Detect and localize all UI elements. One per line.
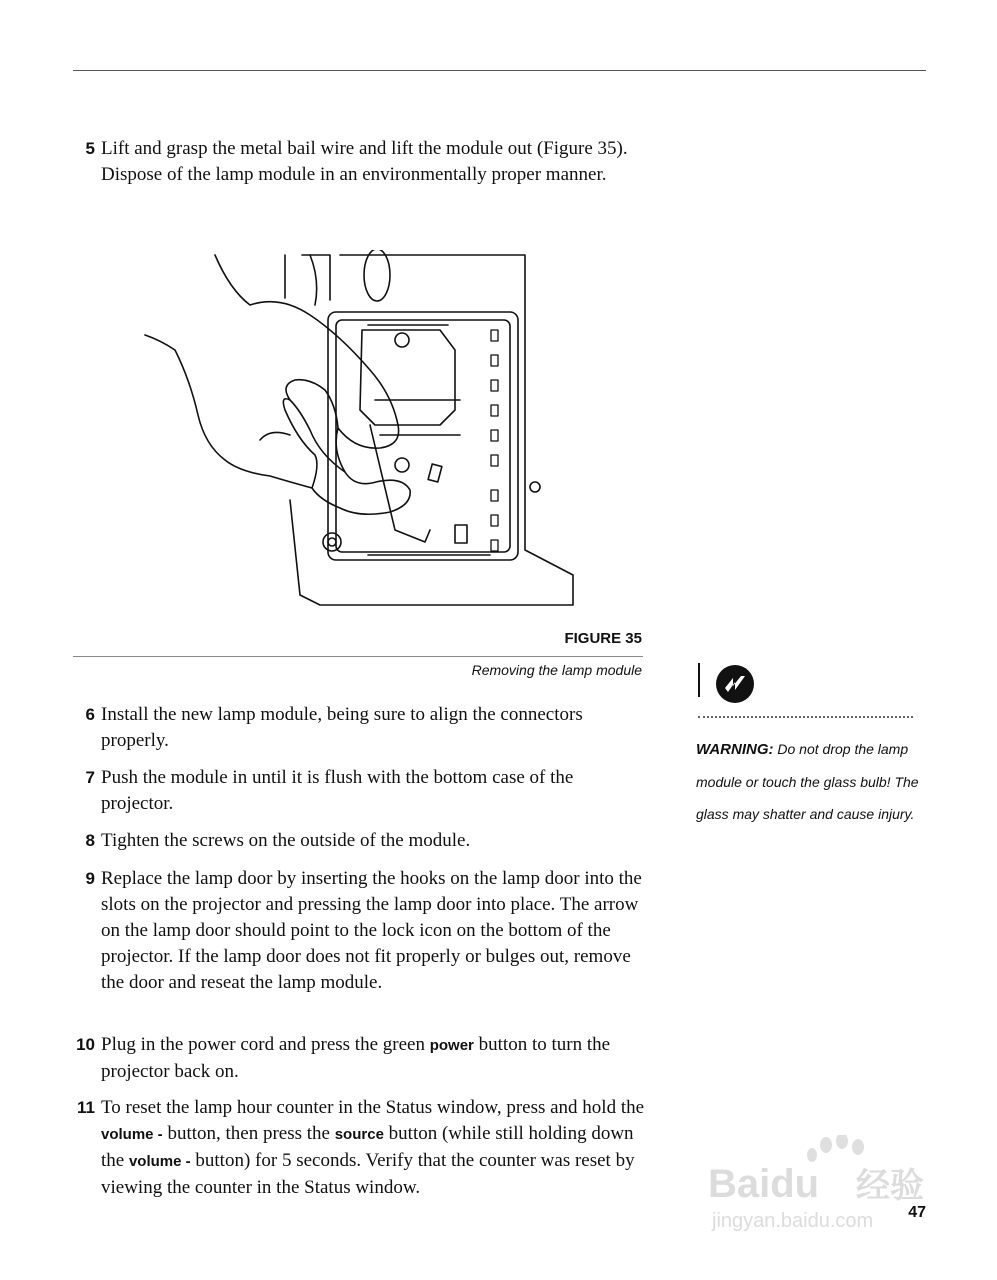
step-7 <box>85 765 646 817</box>
source-button-name: source <box>334 1126 384 1143</box>
warning-label: WARNING: <box>696 741 774 758</box>
warning-icon <box>715 664 755 704</box>
step-number: 10 <box>76 1035 95 1054</box>
step-text: Lift and grasp the metal bail wire and lift the module out (Figure 35). Dispose of the lamp module in an environmentally proper manner. <box>101 138 628 185</box>
page-number: 47 <box>908 1204 926 1221</box>
step-6 <box>85 702 646 754</box>
header-rule <box>73 70 926 71</box>
step-text: Install the new lamp module, being sure to align the connectors properly. <box>101 704 583 751</box>
step-text: Tighten the screws on the outside of the module. <box>101 830 471 851</box>
watermark-brand: Baidu <box>708 1162 820 1206</box>
step-text: button) for 5 seconds. Verify that the counter was reset by viewing the counter in the Status window. <box>101 1150 635 1198</box>
step-number: 11 <box>77 1098 95 1117</box>
warning-body: Do not drop the lamp module or touch the glass bulb! The glass may shatter and cause injury. <box>696 741 919 822</box>
step-number: 8 <box>85 831 95 850</box>
step-text: button to turn the projector back on. <box>101 1034 611 1082</box>
figure-label: FIGURE 35 <box>564 630 642 647</box>
step-number: 6 <box>85 705 95 724</box>
step-text: To reset the lamp hour counter in the Status window, press and hold the <box>101 1097 645 1118</box>
step-text: button (while still holding down the <box>101 1123 634 1171</box>
step-text: Push the module in until it is flush with the bottom case of the projector. <box>101 767 574 814</box>
lamp-module-illustration <box>140 250 580 610</box>
step-number: 5 <box>85 139 95 158</box>
figure-caption: Removing the lamp module <box>471 662 642 678</box>
figure-rule <box>73 656 643 657</box>
step-text: Replace the lamp door by inserting the hooks on the lamp door into the slots on the projector and pressing the lamp door into place. The arrow on the lamp door should point to the lock icon on the bottom of the projector. If the lamp door does not fit properly or bulges out, remove the door and reseat the lamp module. <box>101 868 642 993</box>
step-text: button, then press the <box>167 1123 330 1144</box>
step-8 <box>85 828 646 854</box>
step-10 <box>76 1032 646 1085</box>
watermark-url: jingyan.baidu.com <box>712 1210 874 1232</box>
step-11 <box>77 1095 646 1201</box>
step-text: Plug in the power cord and press the green <box>101 1034 425 1055</box>
warning-bar <box>698 663 700 697</box>
step-number: 9 <box>85 869 95 888</box>
power-button-name: power <box>429 1037 474 1054</box>
volume-button-name: volume - <box>101 1126 163 1143</box>
step-number: 7 <box>85 768 95 787</box>
warning-text <box>696 733 926 830</box>
watermark-cn: 经验 <box>856 1166 924 1206</box>
step-5 <box>85 136 646 188</box>
step-9 <box>85 866 646 996</box>
warning-divider <box>698 716 913 718</box>
volume-button-name: volume - <box>128 1153 191 1170</box>
